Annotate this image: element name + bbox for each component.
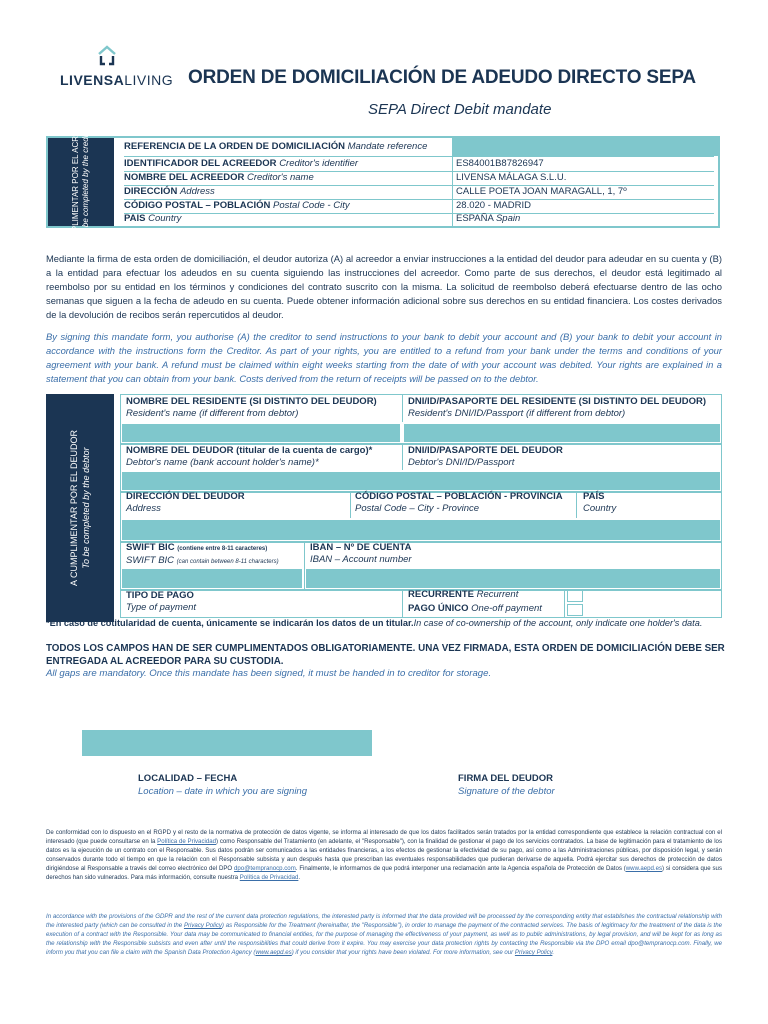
legal-text-en: In accordance with the provisions of the GDPR and the rest of the current data protection regulations, the interested party is informed that the data provided will be processed by the corresponding entity that establishes the contractual relationship with the interested party (which can be consulted in the Privacy Policy) as Responsible for the Treatment (hereinafter, the "Responsible"), in order to manage the payment of the contracted services. The basis of legitimacy for the treatment of the data is the execution of a contract with the Responsible. Your data may be communicated to financial entities, for the purpose of managing the effectiveness of your payment, as well as to public administrations, by legal provision, and will be kept for as long as the relationship with the Responsible subsists and even after until the responsibilities that could derive from it expire. You may exercise your data protection rights by contacting the Responsible via the DPO email dpo@tempranocp.com. Finally, we inform you that you can file a claim with the Spanish Data Protection Agency (www.aepd.es) if you consider that your rights have been violated. For more information, see our Privacy Policy. — [46, 913, 722, 956]
debtor-name-field[interactable] — [122, 472, 720, 490]
one-off-checkbox[interactable] — [567, 604, 583, 616]
co-ownership-note: *En caso de cotitularidad de cuenta, únicamente se indicarán los datos de un titular.In case of co-ownership of the account, only indicate one holder's data. — [46, 618, 703, 628]
privacy-policy-link-en-2[interactable]: Privacy Policy — [514, 949, 553, 956]
payment-type-label: TIPO DE PAGO Type of payment — [126, 590, 197, 613]
privacy-policy-link-2[interactable]: Política de Privacidad — [239, 874, 299, 881]
postal-label: CÓDIGO POSTAL – POBLACIÓN - PROVINCIA Postal Code – City - Province — [355, 491, 563, 514]
brand-name: LIVENSALIVING — [60, 72, 174, 88]
recurrent-checkbox[interactable] — [567, 590, 583, 602]
aepd-link[interactable]: www.aepd.es — [625, 865, 663, 872]
mandatory-notice-en: All gaps are mandatory. Once this mandate has been signed, it must be handed in to creditor for storage. — [46, 668, 492, 679]
resident-name-label: NOMBRE DEL RESIDENTE (SI DISTINTO DEL DEUDOR) Resident's name (if different from debtor) — [126, 396, 377, 419]
cred-value-country: ESPAÑA Spain — [456, 213, 521, 224]
privacy-policy-link[interactable]: Política de Privacidad — [157, 838, 217, 845]
address-field[interactable] — [122, 520, 720, 540]
aepd-link-en[interactable]: www.aepd.es — [255, 949, 292, 956]
cred-value-postal: 28.020 - MADRID — [456, 200, 531, 211]
cred-label-address: DIRECCIÓN Address — [124, 186, 215, 197]
cred-value-name: LIVENSA MÁLAGA S.L.U. — [456, 172, 567, 183]
cred-value-identifier: ES84001B87826947 — [456, 158, 544, 169]
debtor-section — [46, 394, 722, 622]
debtor-signature-label: FIRMA DEL DEUDOR Signature of the debtor — [458, 773, 555, 797]
iban-field[interactable] — [306, 569, 720, 588]
swift-field[interactable] — [122, 569, 302, 588]
debtor-name-label: NOMBRE DEL DEUDOR (titular de la cuenta de cargo)* Debtor's name (bank account holder's name)* — [126, 445, 373, 468]
cred-label-identifier: IDENTIFICADOR DEL ACREEDOR Creditor's identifier — [124, 158, 359, 169]
mandate-text-en: By signing this mandate form, you authorise (A) the creditor to send instructions to your bank to debit your account and (B) your bank to debit your account in accordance with the instructions form the Creditor. As part of your rights, you are entitled to a refund from your bank under the terms and conditions of your agreement with your bank. A refund must be claimed within eight weeks starting from the date of with your account was debited. Your rights are explained in a statement that you can obtain from your bank. Costs derived from the return of receipts will be passed on to the debtor. — [46, 331, 722, 384]
resident-name-field[interactable] — [122, 424, 400, 442]
mandate-reference-field[interactable] — [453, 138, 718, 156]
resident-id-field[interactable] — [404, 424, 720, 442]
dpo-email-link[interactable]: dpo@tempranocp.com — [234, 865, 296, 872]
cred-label-country: PAIS Country — [124, 213, 182, 224]
recurrent-label: RECURRENTE Recurrent — [408, 589, 519, 600]
cred-value-address: CALLE POETA JOAN MARAGALL, 1, 7º — [456, 186, 627, 197]
page-title: ORDEN DE DOMICILIACIÓN DE ADEUDO DIRECTO SEPA — [188, 67, 696, 88]
location-date-field[interactable] — [82, 730, 372, 756]
iban-label: IBAN – Nº DE CUENTA IBAN – Account number — [310, 542, 412, 565]
house-icon — [96, 44, 118, 66]
cred-label-reference: REFERENCIA DE LA ORDEN DE DOMICILIACIÓN Mandate reference — [124, 141, 428, 152]
location-date-label: LOCALIDAD – FECHA Location – date in which you are signing — [138, 773, 308, 797]
cred-label-postal: CÓDIGO POSTAL – POBLACIÓN Postal Code - City — [124, 200, 350, 211]
page-subtitle: SEPA Direct Debit mandate — [368, 101, 552, 118]
swift-label: SWIFT BIC (contiene entre 8-11 caracteres) SWIFT BIC (can contain between 8-11 characters) — [126, 542, 279, 566]
mandatory-notice: TODOS LOS CAMPOS HAN DE SER CUMPLIMENTADOS OBLIGATORIAMENTE. UNA VEZ FIRMADA, ESTA ORDEN DE DOMICILIACIÓN DEBE SER ENTREGADA AL ACREEDOR PARA SU CUSTODIA. — [46, 643, 725, 667]
cred-label-name: NOMBRE DEL ACREEDOR Creditor's name — [124, 172, 314, 183]
mandate-text-es: Mediante la firma de esta orden de domiciliación, el deudor autoriza (A) al acreedor a enviar instrucciones a la entidad del deudor para adeudar en su cuenta y (B) a la entidad para efectuar los adeudos en su cuenta siguiendo las instrucciones del acreedor. Como parte de sus derechos, el deudor está legitimado al reembolso por su entidad en los términos y condiciones del contrato suscrito con la misma. La solicitud de reembolso deberá efectuarse dentro de las ocho semanas que siguen a la fecha de adeudo en su cuenta. Puede obtener información adicional sobre sus derechos en su entidad financiera. Los costes derivados de la devolución de recibos serán repercutidos al deudor. — [46, 253, 722, 320]
creditor-side-label: A CUMPLIMENTAR POR EL ACREEDOR To be completed by the creditor — [48, 138, 114, 226]
one-off-label: PAGO ÚNICO One-off payment — [408, 603, 542, 614]
resident-id-label: DNI/ID/PASAPORTE DEL RESIDENTE (SI DISTINTO DEL DEUDOR) Resident's DNI/ID/Passport (if different from debtor) — [408, 396, 707, 419]
debtor-side-label: A CUMPLIMENTAR POR EL DEUDOR To be completed by the debtor — [46, 394, 114, 622]
country-label: PAÍS Country — [583, 491, 617, 514]
legal-text-es: De conformidad con lo dispuesto en el RGPD y el resto de la normativa de protección de datos vigente, se informa al interesado de que los datos facilitados serán tratados por la entidad correspondiente que establece la relación contractual con el interesado (que puede consultarse en la Política de Privacidad) como Responsable del Tratamiento (en adelante, el "Responsable"), con la finalidad de gestionar el pago de los servicios contratados. La base de legitimación para el tratamiento de los datos es la ejecución de un contrato con el Responsable. Sus datos podrán ser comunicados a las entidades financieras, a los efectos de gestionar la efectividad de su pago, así como a las Administraciones públicas, por disposición legal, y serán conservados durante todo el tiempo en que la relación con el Responsable subsista y aun después hasta que prescriban las eventuales responsabilidades que pudieran derivarse de aquella. Podrá ejercitar sus derechos de protección de datos dirigiéndose al Responsable a través del correo electrónico del DPO dpo@tempranocp.com. Finalmente, le informamos de que podrá interponer una reclamación ante la Agencia española de Protección de Datos (www.aepd.es) si considera que sus derechos han sido vulnerados. Para más información, consulte nuestra Política de Privacidad. — [46, 829, 722, 881]
privacy-policy-link-en[interactable]: Privacy Policy — [183, 922, 222, 929]
debtor-id-label: DNI/ID/PASAPORTE DEL DEUDOR Debtor's DNI/ID/Passport — [408, 445, 563, 468]
address-label: DIRECCIÓN DEL DEUDOR Address — [126, 491, 245, 514]
